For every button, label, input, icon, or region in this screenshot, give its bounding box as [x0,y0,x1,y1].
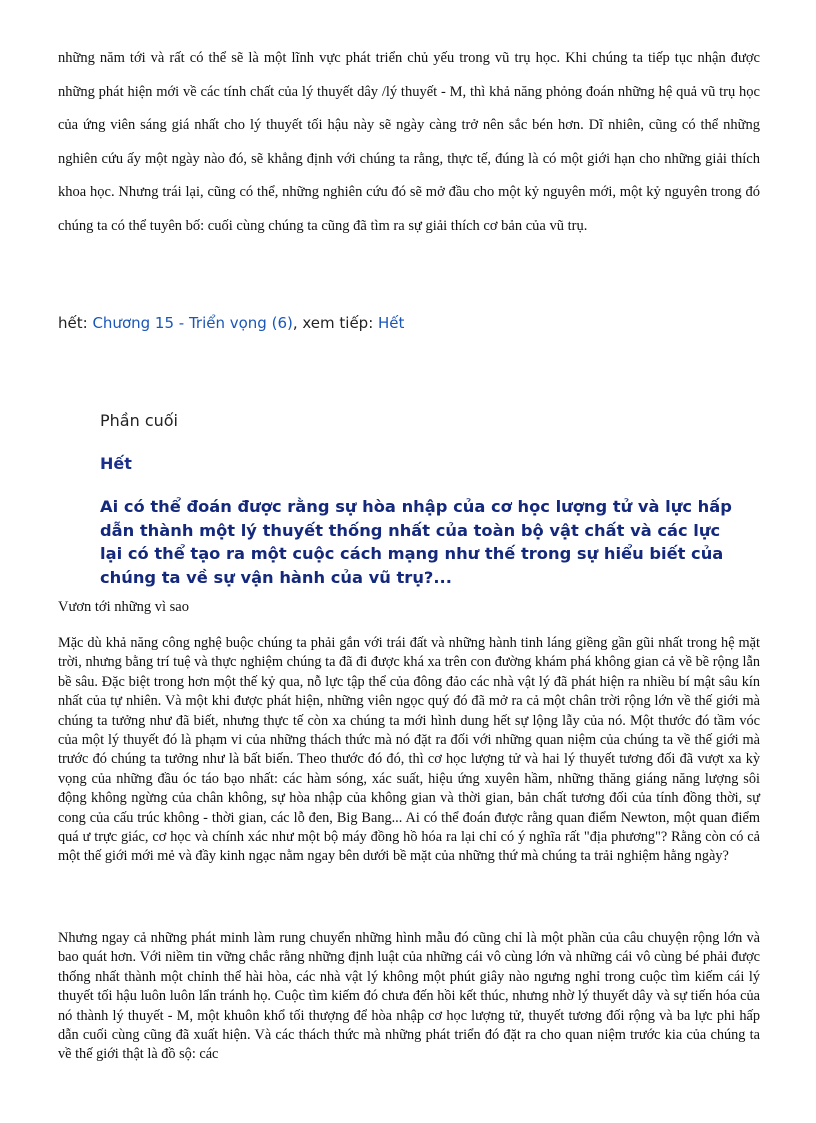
lead-question: Ai có thể đoán được rằng sự hòa nhập của cơ học lượng tử và lực hấp dẫn thành một lý thuyết thống nhất của toàn bộ vật chất và các lực lại có thể tạo ra một cuộc cách mạng như thế trong sự hiểu biết của chúng ta về sự vận hành của vũ trụ?... [100,497,732,587]
prev-prefix: hết: [58,314,93,332]
prev-chapter-link[interactable]: Chương 15 - Triển vọng (6) [92,314,293,332]
section-label: Phần cuối [100,411,178,430]
section-subtitle: Vươn tới những vì sao [58,599,189,615]
body-paragraph-2: Nhưng ngay cả những phát minh làm rung chuyển những hình mẫu đó cũng chỉ là một phần của câu chuyện rộng lớn và bao quát hơn. Với niềm tin vững chắc rằng những định luật của những cái vô cùng lớn và những cái vô cùng bé phải được thống nhất thành một chỉnh thể hài hòa, các nhà vật lý không một phút giây nào ngưng nghỉ trong cuộc tìm kiếm cái lý thuyết tối hậu luôn luôn lẩn tránh họ. Cuộc tìm kiếm đó chưa đến hồi kết thúc, nhưng nhờ lý thuyết dây và sự tiến hóa của nó thành lý thuyết - M, một khuôn khổ tối thượng để hòa nhập cơ học lượng tử, thuyết tương đối rộng và ba lực phi hấp dẫn cuối cùng cũng đã xuất hiện. Và các thách thức mà những phát triển đó đặt ra cho quan niệm trước kia của chúng ta về thế giới thật là đồ sộ: các [58,930,760,1063]
body-paragraph-1: Mặc dù khả năng công nghệ buộc chúng ta phải gắn với trái đất và những hành tinh láng giềng gần gũi nhất trong hệ mặt trời, nhưng bằng trí tuệ và thực nghiệm chúng ta đã đi được khá xa trên con đường khám phá không gian cả về bề rộng lẫn bề sâu. Đặc biệt trong hơn một thế kỷ qua, nỗ lực tập thể của đông đảo các nhà vật lý đã phát hiện ra nhiều bí mật sâu kín nhất của tự nhiên. Và một khi được phát hiện, những viên ngọc quý đó đã mở ra cả một chân trời rộng lớn về thế giới mà chúng ta tưởng như đã biết, nhưng thực tế còn xa chúng ta mới hình dung hết sự lộng lẫy của nó. Một thước đó tầm vóc của một lý thuyết đó là phạm vi của những thách thức mà nó đặt ra đối với những quan niệm của chúng ta về thế giới mà trước đó chúng ta tưởng như là bất biến. Theo thước đó đó, thì cơ học lượng tử và hai lý thuyết tương đối đã vượt xa kỳ vọng của những đầu óc táo bạo nhất: các hàm sóng, xác suất, hiệu ứng xuyên hầm, những thăng giáng năng lượng sôi động không ngừng của chân không, sự hòa nhập của không gian và thời gian, bản chất tương đối của tính đồng thời, sự cong của cấu trúc không - thời gian, các lỗ đen, Big Bang... Ai có thể đoán được rằng quan điểm Newton, một quan điểm quá ư trực giác, cơ học và chính xác như một bộ máy đồng hồ hóa ra lại chỉ có ý nghĩa rất "địa phương"? Rằng còn có cả một thế giới mới mẻ và đầy kinh ngạc nằm ngay bên dưới bề mặt của những thứ mà chúng ta trải nghiệm hằng ngày? [58,635,760,865]
next-prefix: , xem tiếp: [292,314,379,332]
chapter-navigation [58,314,760,332]
intro-paragraph: những năm tới và rất có thể sẽ là một lĩnh vực phát triển chủ yếu trong vũ trụ học. Khi chúng ta tiếp tục nhận được những phát hiện mới về các tính chất của lý thuyết dây /lý thuyết - M, thì khả năng phỏng đoán những hệ quả vũ trụ học của ứng viên sáng giá nhất cho lý thuyết tối hậu này sẽ ngày càng trở nên sắc bén hơn. Dĩ nhiên, cũng có thể những nghiên cứu ấy một ngày nào đó, sẽ khẳng định với chúng ta rằng, thực tế, đúng là có một giới hạn cho những giải thích khoa học. Nhưng trái lại, cũng có thể, những nghiên cứu đó sẽ mở đầu cho một kỷ nguyên mới, một kỷ nguyên trong đó chúng ta có thể tuyên bố: cuối cùng chúng ta cũng đã tìm ra sự giải thích cơ bản của vũ trụ. [58,50,760,234]
chapter-title: Hết [100,454,132,473]
next-chapter-link[interactable]: Hết [378,314,405,332]
